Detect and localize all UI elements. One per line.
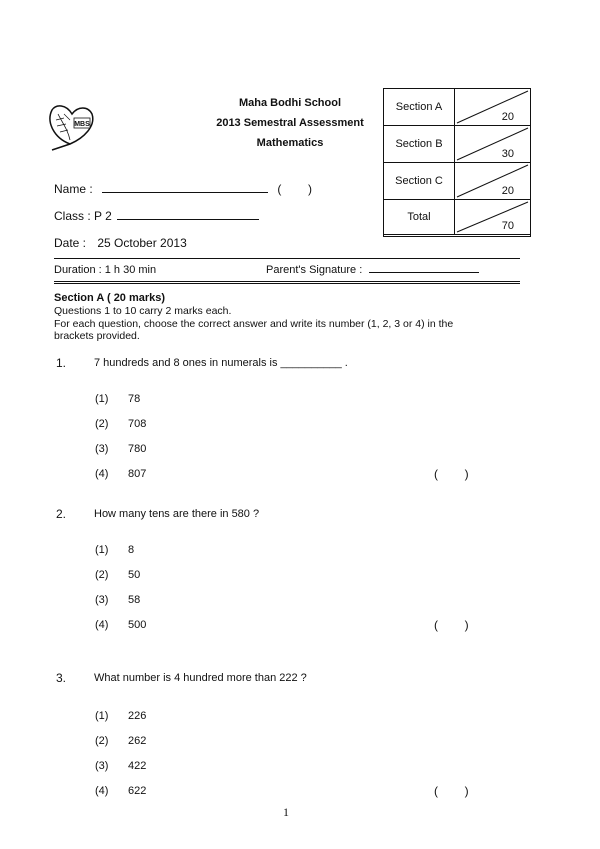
score-row-section-c	[384, 163, 530, 200]
option-value: 226	[128, 710, 147, 722]
option-value: 780	[128, 443, 147, 455]
name-label: Name :	[54, 182, 93, 196]
score-marks: 30	[501, 148, 514, 160]
school-name: Maha Bodhi School	[238, 97, 342, 109]
section-instruction: brackets provided.	[54, 330, 140, 342]
date-field	[54, 236, 187, 250]
option-number: (4)	[95, 785, 109, 797]
date-value: 25 October 2013	[97, 236, 187, 250]
score-row-section-b	[384, 126, 530, 163]
option-value: 78	[128, 393, 141, 405]
score-cell	[455, 126, 530, 162]
question-text: How many tens are there in 580 ?	[94, 508, 260, 520]
answer-bracket[interactable]: ( )	[434, 784, 469, 798]
class-blank[interactable]	[117, 219, 259, 220]
score-table	[383, 88, 531, 237]
question-number: 1.	[56, 356, 67, 370]
section-instruction: Questions 1 to 10 carry 2 marks each.	[54, 305, 232, 317]
question-number: 2.	[56, 507, 67, 521]
score-label: Section A	[384, 89, 455, 125]
option-number: (3)	[95, 443, 109, 455]
school-logo	[44, 100, 100, 152]
option-value: 500	[128, 619, 147, 631]
name-bracket: ( )	[277, 182, 313, 196]
option-number: (2)	[95, 418, 109, 430]
score-label: Total	[384, 200, 455, 234]
option-number: (3)	[95, 594, 109, 606]
score-row-section-a	[384, 89, 530, 126]
option-number: (3)	[95, 760, 109, 772]
section-instruction: For each question, choose the correct answer and write its number (1, 2, 3 or 4) in the	[54, 318, 454, 330]
class-label: Class : P 2	[54, 209, 112, 223]
option-value: 8	[128, 544, 135, 556]
parent-signature-field[interactable]	[266, 264, 479, 276]
score-label: Section B	[384, 126, 455, 162]
score-marks: 20	[501, 111, 514, 123]
question-text: What number is 4 hundred more than 222 ?	[94, 672, 307, 684]
option-number: (1)	[95, 544, 109, 556]
section-title: Section A ( 20 marks)	[54, 292, 166, 304]
option-number: (2)	[95, 569, 109, 581]
heart-leaf-logo-icon	[44, 100, 100, 152]
option-number: (4)	[95, 468, 109, 480]
option-value: 622	[128, 785, 147, 797]
question-text: 7 hundreds and 8 ones in numerals is __________ .	[94, 357, 348, 369]
option-number: (1)	[95, 393, 109, 405]
score-row-total	[384, 200, 530, 237]
page-number: 1	[283, 805, 289, 819]
option-number: (4)	[95, 619, 109, 631]
option-value: 422	[128, 760, 147, 772]
subject-title: Mathematics	[256, 137, 324, 149]
option-value: 807	[128, 468, 147, 480]
parent-signature-blank[interactable]	[369, 272, 479, 273]
answer-bracket[interactable]: ( )	[434, 467, 469, 481]
assessment-title: 2013 Semestral Assessment	[216, 117, 364, 129]
name-field[interactable]	[54, 182, 312, 196]
date-label: Date :	[54, 236, 87, 250]
score-marks: 70	[501, 220, 514, 232]
name-blank[interactable]	[102, 192, 268, 193]
score-cell	[455, 163, 530, 199]
score-cell	[455, 200, 530, 234]
duration: Duration : 1 h 30 min	[54, 264, 157, 276]
parent-signature-label: Parent's Signature :	[266, 264, 363, 276]
score-label: Section C	[384, 163, 455, 199]
class-field[interactable]	[54, 209, 259, 223]
score-marks: 20	[501, 185, 514, 197]
score-cell	[455, 89, 530, 125]
option-number: (2)	[95, 735, 109, 747]
option-value: 262	[128, 735, 147, 747]
divider	[54, 258, 520, 259]
option-value: 50	[128, 569, 141, 581]
option-value: 708	[128, 418, 147, 430]
option-number: (1)	[95, 710, 109, 722]
question-number: 3.	[56, 671, 67, 685]
answer-bracket[interactable]: ( )	[434, 618, 469, 632]
divider-double	[54, 281, 520, 284]
option-value: 58	[128, 594, 141, 606]
logo-text: MBS	[74, 121, 90, 128]
